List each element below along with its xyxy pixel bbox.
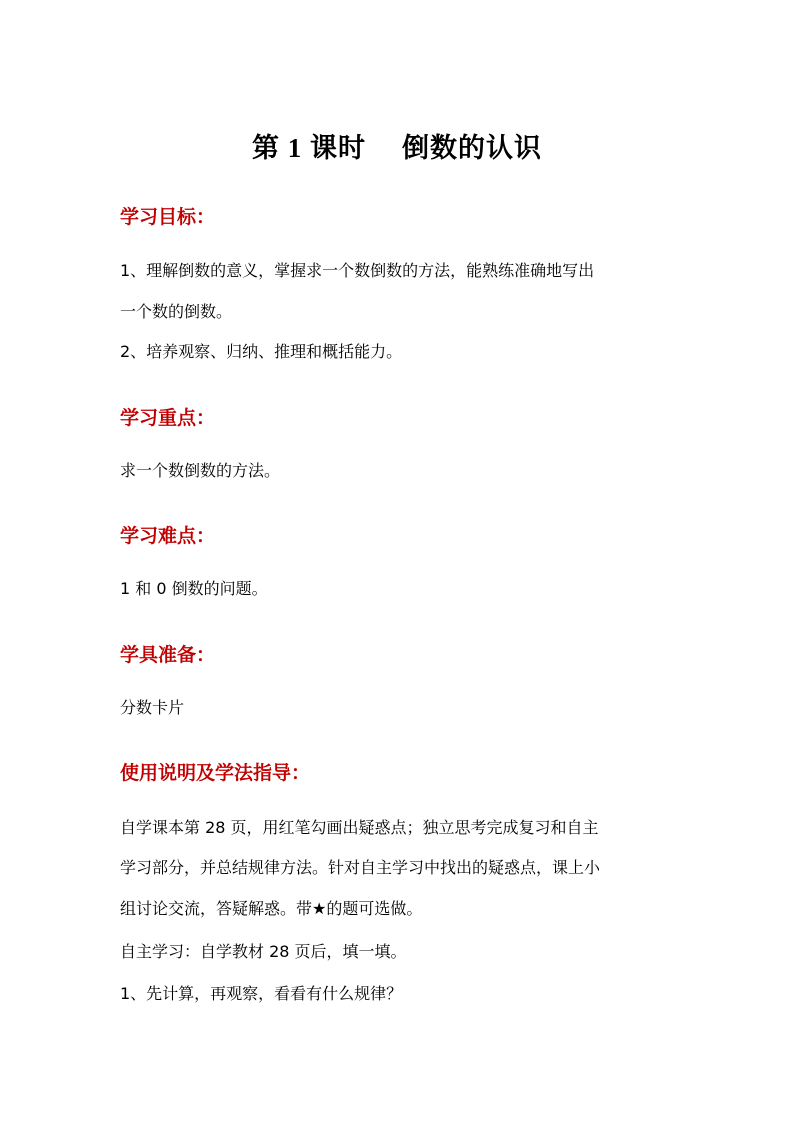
usage-line-2: 学习部分，并总结规律方法。针对自主学习中找出的疑惑点，课上小: [120, 858, 601, 877]
title-topic: 倒数的认识: [402, 133, 542, 163]
usage-line-1: 自学课本第 28 页，用红笔勾画出疑惑点；独立思考完成复习和自主: [120, 818, 599, 837]
difficulty-heading: 学习难点：: [120, 525, 216, 547]
goal-1-line-2: 一个数的倒数。: [120, 302, 233, 321]
self-study-instruction: 自主学习：自学教材 28 页后，填一填。: [120, 942, 407, 961]
goal-2: 2、培养观察、归纳、推理和概括能力。: [120, 342, 403, 361]
focus-heading: 学习重点：: [120, 407, 216, 429]
tools-heading: 学具准备：: [120, 644, 216, 666]
difficulty-text: 1 和 0 倒数的问题。: [120, 579, 268, 598]
usage-heading: 使用说明及学法指导：: [120, 762, 311, 784]
page-title: [0, 126, 794, 165]
focus-text: 求一个数倒数的方法。: [120, 461, 281, 480]
tools-text: 分数卡片: [120, 698, 185, 717]
usage-line-3: 组讨论交流，答疑解惑。带★的题可选做。: [120, 899, 423, 918]
goals-heading: 学习目标：: [120, 206, 216, 228]
question-1: 1、先计算，再观察，看看有什么规律？: [120, 984, 403, 1003]
title-lesson-number: 第 1 课时: [252, 133, 366, 163]
goal-1-line-1: 1、理解倒数的意义，掌握求一个数倒数的方法，能熟练准确地写出: [120, 261, 595, 280]
